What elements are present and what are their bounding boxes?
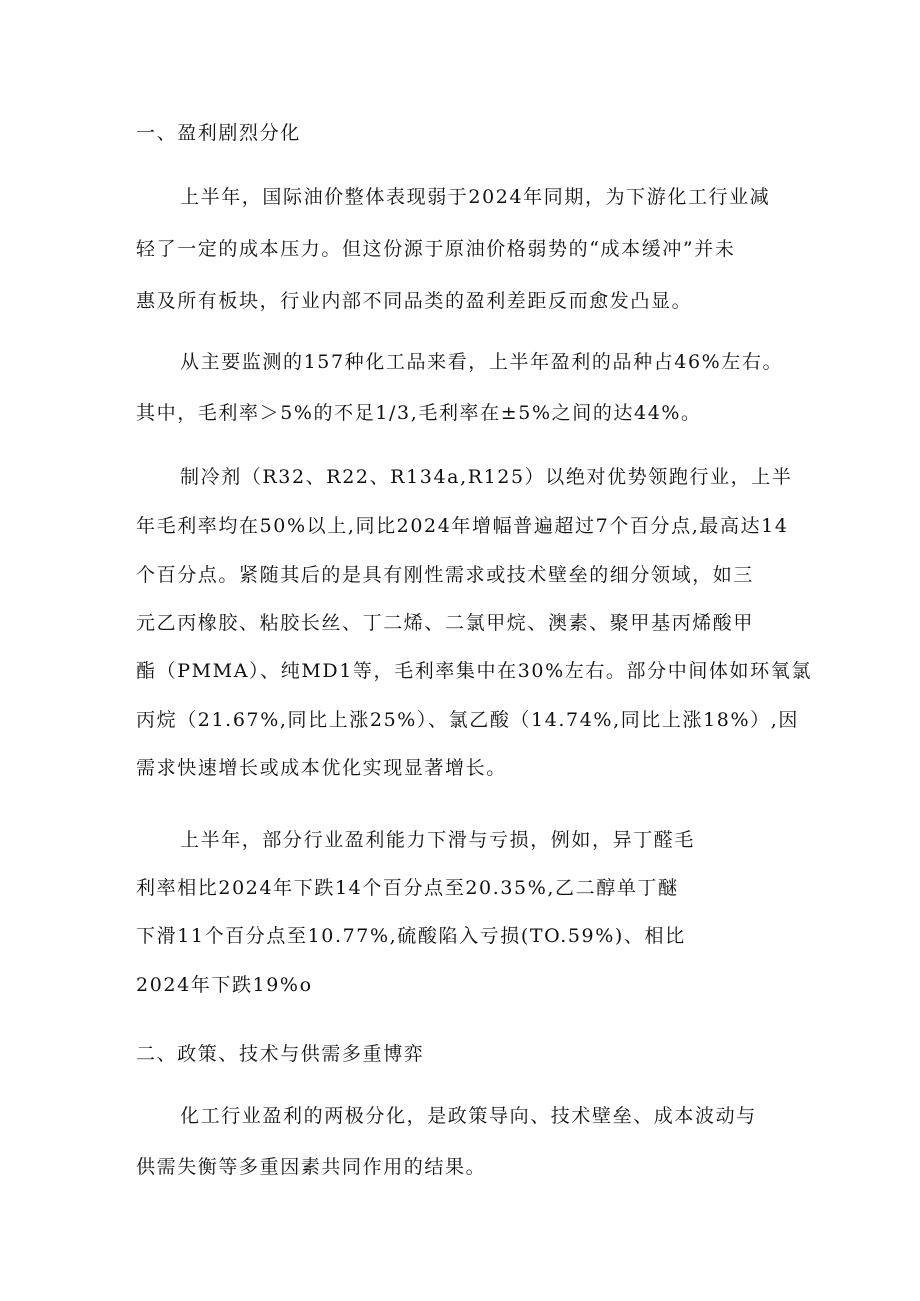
paragraph-line: 年毛利率均在50%以上,同比2024年增幅普遍超过7个百分点,最高达14 — [136, 515, 789, 537]
paragraph-line: 上半年，部分行业盈利能力下滑与亏损，例如，异丁醛毛 — [180, 829, 696, 851]
paragraph-line: 制冷剂（R32、R22、R134a,R125）以绝对优势领跑行业，上半 — [180, 466, 793, 488]
paragraph-line: 从主要监测的157种化工品来看，上半年盈利的品种占46%左右。 — [180, 351, 784, 373]
paragraph-line: 需求快速增长或成本优化实现显著增长。 — [136, 757, 507, 779]
section-heading-2: 二、政策、技术与供需多重博弈 — [136, 1043, 425, 1065]
paragraph-line: 酯（PMMA）、纯MD1等，毛利率集中在30%左右。部分中间体如环氧氯 — [136, 660, 812, 682]
paragraph-line: 轻了一定的成本压力。但这份源于原油价格弱势的“成本缓冲”并未 — [136, 238, 736, 260]
section-heading-1: 一、盈利剧烈分化 — [136, 122, 301, 144]
paragraph-line: 丙烷（21.67%,同比上涨25%）、氯乙酸（14.74%,同比上涨18%）,因 — [136, 709, 799, 731]
paragraph-line: 元乙丙橡胶、粘胶长丝、丁二烯、二氯甲烷、澳素、聚甲基丙烯酸甲 — [136, 612, 755, 634]
paragraph-line: 供需失衡等多重因素共同作用的结果。 — [136, 1156, 487, 1178]
paragraph-line: 个百分点。紧随其后的是具有刚性需求或技术壁垒的细分领域，如三 — [136, 564, 755, 586]
paragraph-line: 化工行业盈利的两极分化，是政策导向、技术壁垒、成本波动与 — [180, 1105, 757, 1127]
paragraph-line: 上半年，国际油价整体表现弱于2024年同期，为下游化工行业减 — [180, 186, 771, 208]
paragraph-line: 其中，毛利率＞5%的不足1/3,毛利率在±5%之间的达44%。 — [136, 402, 702, 424]
paragraph-line: 下滑11个百分点至10.77%,硫酸陷入亏损(TO.59%)、相比 — [136, 925, 686, 947]
paragraph-line: 2024年下跌19%o — [136, 974, 313, 996]
paragraph-line: 利率相比2024年下跌14个百分点至20.35%,乙二醇单丁醚 — [136, 877, 679, 899]
paragraph-line: 惠及所有板块，行业内部不同品类的盈利差距反而愈发凸显。 — [136, 290, 693, 312]
